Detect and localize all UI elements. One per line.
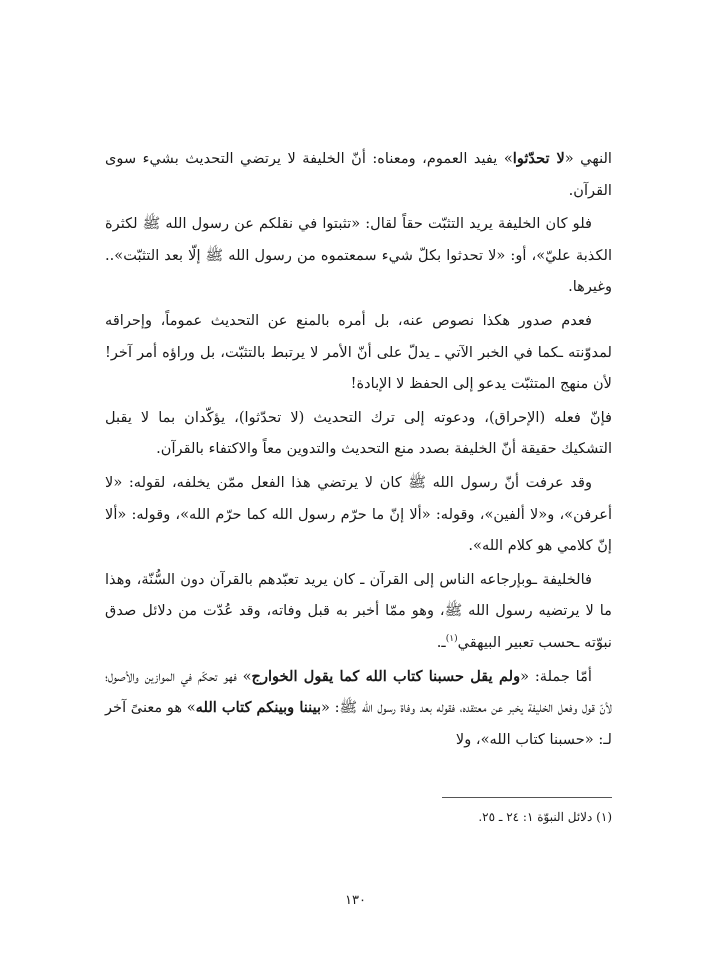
paragraph-6 (105, 564, 612, 659)
paragraph-7-bold-quote-1: ولم يقل حسبنا كتاب الله كما يقول الخوارج (251, 667, 521, 685)
footnote-divider (442, 797, 612, 798)
page-body (105, 143, 612, 757)
paragraph-5 (105, 467, 612, 562)
paragraph-6-part-3: ـ. (436, 633, 446, 651)
paragraph-4 (105, 402, 612, 465)
paragraph-3 (105, 305, 612, 400)
paragraph-7 (105, 661, 612, 756)
paragraph-2 (105, 208, 612, 303)
paragraph-7-part-5: » هو معنىً آخر لـ: «حسبنا كتاب الله»، ولا (105, 699, 612, 748)
page-number: ١٣٠ (345, 893, 366, 908)
paragraph-1 (105, 143, 612, 206)
footnote-reference[interactable]: (١) (445, 634, 458, 645)
paragraph-7-part-3: » فهو تحكّم في الموازين والأصول؛ لأنّ قول وفعل الخليفة يخبر عن معتقده، فقوله بعد وفاة رسول الله ﷺ: « (105, 667, 612, 717)
footnote: (١) دلائل النبوّة ١: ٢٤ ـ ٢٥. (478, 810, 612, 824)
paragraph-5-text: وقد عرفت أنّ رسول الله ﷺ كان لا يرتضي هذا الفعل ممّن يخلفه، لقوله: «لا أعرفن»، و«لا ألفين»، وقوله: «ألا إنّ ما حرّم رسول الله كما حرّم الله»، وقوله: «ألا إنّ كلامي هو كلام الله». (105, 473, 612, 555)
paragraph-1-bold-quote: لا تحدّثوا (512, 150, 565, 167)
paragraph-6-part-1: فالخليفة ـوبإرجاعه الناس إلى القرآن ـ كان يريد تعبّدهم بالقرآن دون السُّنّة، وهذا ما لا يرتضيه رسول الله ﷺ، وهو ممّا أخبر به قبل وفاته، وقد عُدّت من دلائل صدق نبوّته ـحسب تعبير البيهقي (105, 570, 612, 651)
paragraph-3-text: فعدم صدور هكذا نصوص عنه، بل أمره بالمنع عن التحديث عموماً، وإحراقه لمدوّنته ـكما في الخبر الآتي ـ يدلّ على أنّ الأمر لا يرتبط بالتثبّت، بل وراؤه أمر آخر! لأن منهج المتثبّت يدعو إلى الحفظ لا الإبادة! (105, 311, 612, 393)
paragraph-4-text: فإنّ فعله (الإحراق)، ودعوته إلى ترك التحديث (لا تحدّثوا)، يؤكّدان بما لا يقبل التشكيك حقيقة أنّ الخليفة بصدد منع التحديث والتدوين معاً والاكتفاء بالقرآن. (105, 408, 612, 458)
paragraph-7-bold-quote-2: بيننا وبينكم كتاب الله (195, 699, 322, 717)
paragraph-1-part-1: النهي « (564, 150, 612, 167)
paragraph-7-part-1: أمّا جملة: « (520, 667, 592, 685)
paragraph-2-text: فلو كان الخليفة يريد التثبّت حقاً لقال: «تثبتوا في نقلكم عن رسول الله ﷺ لكثرة الكذبة عليّ»، أو: «لا تحدثوا بكلّ شيء سمعتموه من رسول الله ﷺ إلّا بعد التثبّت».. وغيرها. (105, 215, 612, 296)
paragraph-1-part-3: » يفيد العموم، ومعناه: أنّ الخليفة لا يرتضي التحديث بشيء سوى القرآن. (105, 150, 612, 199)
